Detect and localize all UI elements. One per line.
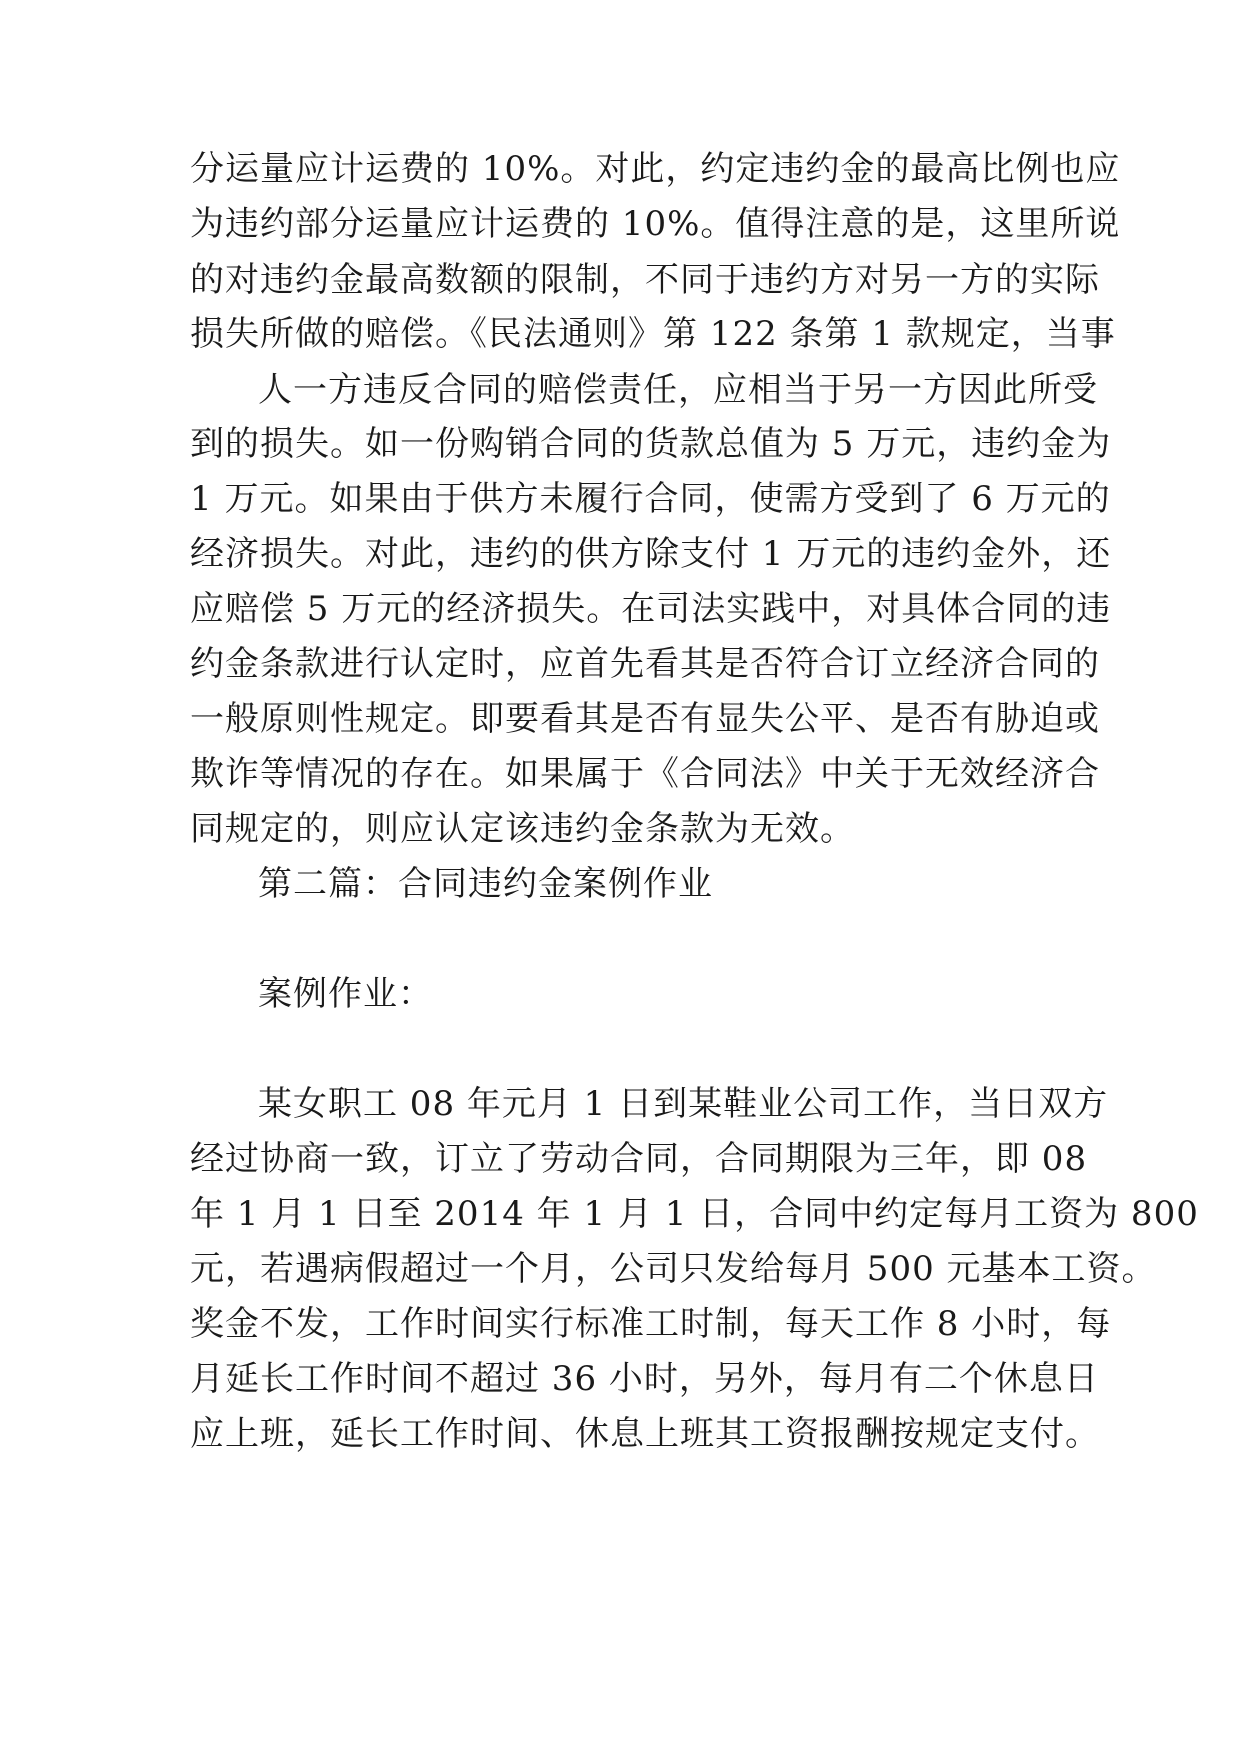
text-line: 分运量应计运费的 10%。对此，约定违约金的最高比例也应 <box>190 149 1121 189</box>
text-line: 约金条款进行认定时，应首先看其是否符合订立经济合同的 <box>190 644 1100 684</box>
text-line: 到的损失。如一份购销合同的货款总值为 5 万元，违约金为 <box>190 424 1112 464</box>
text-line: 奖金不发，工作时间实行标准工时制，每天工作 8 小时，每 <box>190 1304 1112 1344</box>
section-subheading: 案例作业： <box>258 974 433 1014</box>
section-heading: 第二篇：合同违约金案例作业 <box>258 864 713 904</box>
text-line: 年 1 月 1 日至 2014 年 1 月 1 日，合同中约定每月工资为 800 <box>190 1194 1199 1234</box>
text-line: 同规定的，则应认定该违约金条款为无效。 <box>190 809 855 849</box>
text-line: 经济损失。对此，违约的供方除支付 1 万元的违约金外，还 <box>190 534 1112 574</box>
text-line: 应赔偿 5 万元的经济损失。在司法实践中，对具体合同的违 <box>190 589 1112 629</box>
text-line: 的对违约金最高数额的限制，不同于违约方对另一方的实际 <box>190 260 1100 300</box>
text-line: 人一方违反合同的赔偿责任，应相当于另一方因此所受 <box>258 370 1098 410</box>
text-line: 1 万元。如果由于供方未履行合同，使需方受到了 6 万元的 <box>190 479 1111 519</box>
text-line: 欺诈等情况的存在。如果属于《合同法》中关于无效经济合 <box>190 754 1100 794</box>
text-line: 为违约部分运量应计运费的 10%。值得注意的是，这里所说 <box>190 204 1121 244</box>
text-line: 应上班，延长工作时间、休息上班其工资报酬按规定支付。 <box>190 1414 1100 1454</box>
text-line: 经过协商一致，订立了劳动合同，合同期限为三年，即 08 <box>190 1139 1088 1179</box>
text-line: 月延长工作时间不超过 36 小时，另外，每月有二个休息日 <box>190 1359 1099 1399</box>
text-line: 某女职工 08 年元月 1 日到某鞋业公司工作，当日双方 <box>258 1084 1109 1124</box>
text-line: 损失所做的赔偿。《民法通则》第 122 条第 1 款规定，当事 <box>190 314 1116 354</box>
text-line: 元，若遇病假超过一个月，公司只发给每月 500 元基本工资。 <box>190 1249 1157 1289</box>
text-line: 一般原则性规定。即要看其是否有显失公平、是否有胁迫或 <box>190 699 1100 739</box>
